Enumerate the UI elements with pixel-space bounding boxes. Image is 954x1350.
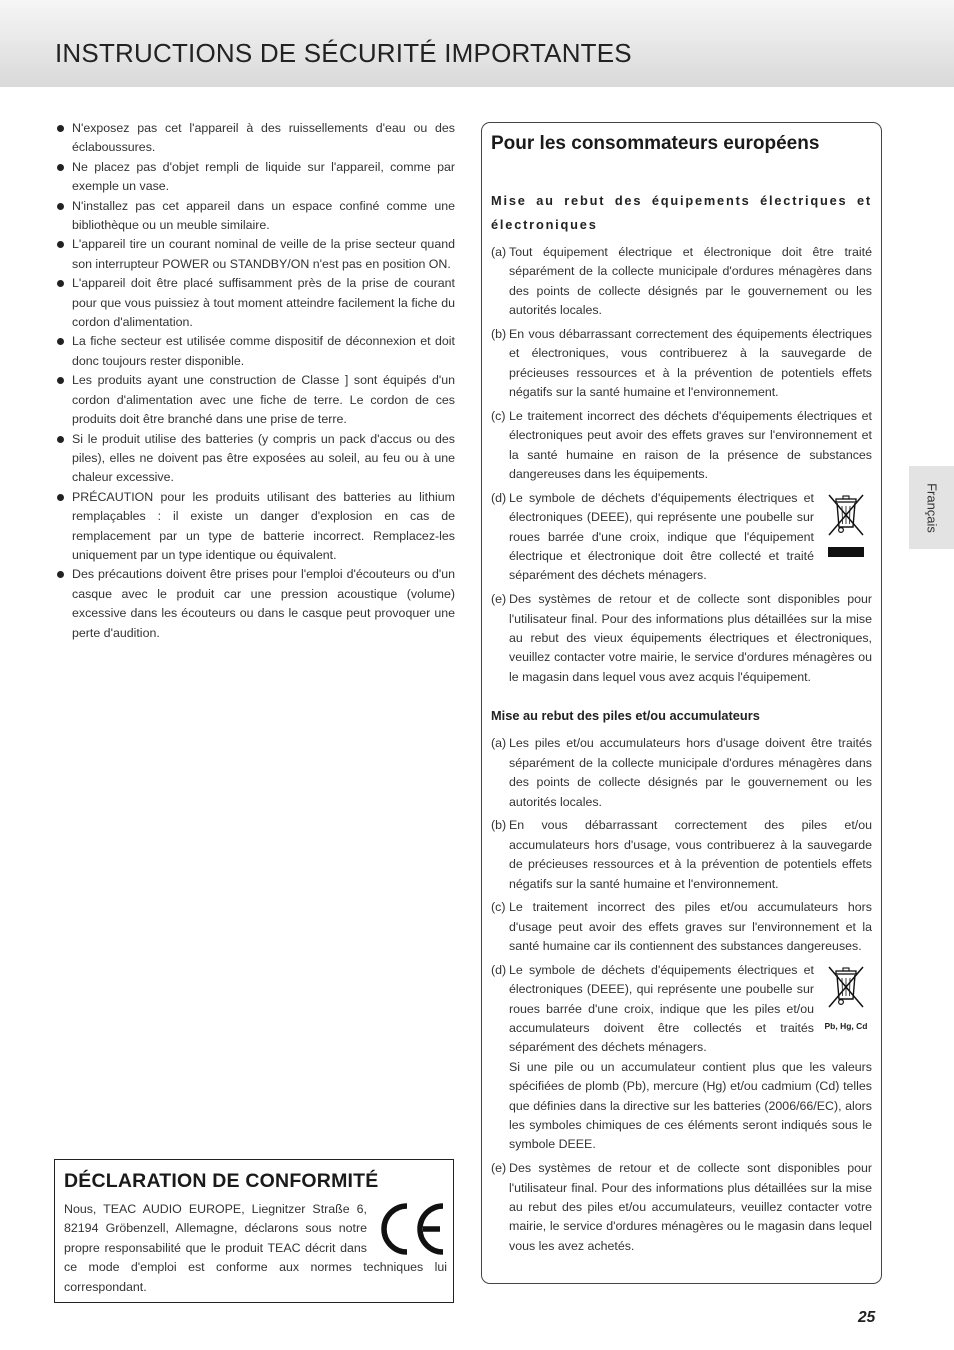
list-item: N'exposez pas cet l'appareil à des ruissellements d'eau ou des éclaboussures. <box>55 119 455 158</box>
bullet-icon <box>57 494 64 501</box>
list-item: Les produits ayant une construction de Classe ] sont équipés d'un cordon d'alimentation avec une fiche de terre. Le cordon de ces produits doit être branché dans une prise de terre. <box>55 371 455 429</box>
language-tab <box>909 466 954 549</box>
list-item: (c) Le traitement incorrect des déchets d'équipements électriques et électroniques peut avoir des effets graves sur l'environnement et la santé humaine en raison de la présence de substances dangereuses dans les équipements. <box>491 408 872 482</box>
list-item: (a) Tout équipement électrique et électronique doit être traité séparément de la collecte municipale d'ordures ménagères dans des points de collecte désignés par le gouvernement ou les autorités locales. <box>491 245 872 318</box>
conformity-text: Nous, TEAC AUDIO EUROPE, Liegnitzer Straße 6, 82194 Gröbenzell, Allemagne, déclarons sous notre propre responsabilité que le produit TEAC décrit dans ce mode d'emploi est conforme aux normes techniques lui correspondant. <box>64 1202 447 1294</box>
list-item: Des précautions doivent être prises pour l'emploi d'écouteurs ou d'un casque avec le produit car une pression acoustique (volume) excessive dans les écouteurs ou dans le casque peut provoquer une perte d'audition. <box>55 565 455 643</box>
list-item: Ne placez pas d'objet rempli de liquide sur l'appareil, comme par exemple un vase. <box>55 158 455 197</box>
list-item: (c) Le traitement incorrect des piles et/ou accumulateurs hors d'usage peut avoir des effets graves sur l'environnement et la santé humaine car ils contiennent des substances dangereuses. <box>491 900 872 954</box>
bullet-icon <box>57 125 64 132</box>
weee-heading: Mise au rebut des équipements électriques et électroniques <box>491 193 872 232</box>
declaration-of-conformity <box>54 1159 454 1303</box>
battery-bin-symbol <box>820 965 872 1037</box>
european-consumers-box <box>481 122 882 1284</box>
list-item: (b) En vous débarrassant correctement des équipements électriques et électroniques, vous contribuerez à la sauvegarde de précieuses ressources et à la prévention de potentiels effets négatifs sur la santé humaine et l'environnement. <box>491 326 872 400</box>
eu-section-title: Pour les consommateurs européens <box>491 133 820 154</box>
page-number: 25 <box>858 1309 876 1326</box>
crossed-bin-icon <box>826 493 866 537</box>
black-bar-icon <box>828 547 864 557</box>
crossed-bin-icon <box>826 965 866 1009</box>
list-item: (a) Les piles et/ou accumulateurs hors d'usage doivent être traités séparément de la collecte municipale d'ordures ménagères dans des points de collecte désignés par le gouvernement ou les autorités locales. <box>491 736 872 809</box>
bullet-icon <box>57 280 64 287</box>
bullet-icon <box>57 164 64 171</box>
list-item: (e) Des systèmes de retour et de collecte sont disponibles pour l'utilisateur final. Pour des informations plus détaillées sur la mise au rebut des piles et/ou accumulateurs, veuillez contacter votre mairie, le service d'ordures ménagères ou le magasin dans lequel vous les avez achetés. <box>491 1161 872 1253</box>
bullet-icon <box>57 241 64 248</box>
chemical-symbols-caption: Pb, Hg, Cd <box>824 1021 868 1032</box>
list-item: PRÉCAUTION pour les produits utilisant des batteries au lithium remplaçables : il existe un danger d'explosion en cas de remplacement par un type de batterie incorrect. Remplacez-les uniquement par un type identique ou équivalent. <box>55 488 455 566</box>
weee-list <box>491 243 872 687</box>
bullet-icon <box>57 571 64 578</box>
bullet-icon <box>57 338 64 345</box>
ce-mark-icon <box>377 1200 447 1258</box>
weee-bin-symbol <box>820 493 872 557</box>
battery-extra-note: Si une pile ou un accumulateur contient plus que les valeurs spécifiées de plomb (Pb), mercure (Hg) et/ou cadmium (Cd) telles que définies dans la directive sur les batteries (2006/66/EC), alors les symboles chimiques de ces éléments seront indiqués sous le symbole DEEE. <box>509 1059 872 1152</box>
batteries-list <box>491 734 872 1256</box>
conformity-title: DÉCLARATION DE CONFORMITÉ <box>64 1170 379 1192</box>
safety-instructions-list <box>55 119 455 643</box>
list-item: La fiche secteur est utilisée comme dispositif de déconnexion et doit donc toujours rester disponible. <box>55 332 455 371</box>
list-item: L'appareil tire un courant nominal de veille de la prise secteur quand son interrupteur POWER ou STANDBY/ON n'est pas en position ON. <box>55 235 455 274</box>
list-item: (d) Pb, Hg, Cd Le symbole de déchets d'équipements électriques et électroniques (DEEE), qui représente une poubelle sur roues barrée d'une croix, indique que les piles et/ou accumulateurs doivent être collectés et traités séparément des déchets ménagers. Si une pile ou un accumulateur contient plus que les valeurs spécifiées de plomb (Pb), mercure (Hg) et/ou cadmium (Cd) telles que définies dans la directive sur les batteries (2006/66/EC), alors les symboles chimiques de ces éléments seront indiqués sous le symbole DEEE. <box>491 961 872 1155</box>
page-title: INSTRUCTIONS DE SÉCURITÉ IMPORTANTES <box>55 38 632 68</box>
list-item: N'installez pas cet appareil dans un espace confiné comme une bibliothèque ou un meuble similaire. <box>55 197 455 236</box>
bullet-icon <box>57 377 64 384</box>
page-header <box>0 0 954 87</box>
list-item: L'appareil doit être placé suffisamment près de la prise de courant pour que vous puissiez à tout moment atteindre facilement la fiche du cordon d'alimentation. <box>55 274 455 332</box>
list-item: (d) Le symbole de déchets d'équipements électriques et électroniques (DEEE), qui représente une poubelle sur roues barrée d'une croix, indique que l'équipement électrique et électronique doit être collecté et traité séparément des déchets ménagers. <box>491 489 872 586</box>
batteries-heading: Mise au rebut des piles et/ou accumulateurs <box>491 708 760 724</box>
bullet-icon <box>57 203 64 210</box>
language-tab-label: Français <box>924 482 939 533</box>
list-item: (e) Des systèmes de retour et de collecte sont disponibles pour l'utilisateur final. Pour des informations plus détaillées sur la mise au rebut des vieux équipements électriques et électroniques, veuillez contacter votre mairie, le service d'ordures ménagères ou le magasin dans lequel vous avez acquis l'équipement. <box>491 592 872 684</box>
bullet-icon <box>57 436 64 443</box>
list-item: (b) En vous débarrassant correctement des piles et/ou accumulateurs hors d'usage, vous contribuerez à la sauvegarde de précieuses ressources et à la prévention de potentiels effets négatifs sur la santé humaine et l'environnement. <box>491 818 872 891</box>
list-item: Si le produit utilise des batteries (y compris un pack d'accus ou des piles), elles ne doivent pas être exposées au soleil, au feu ou à une chaleur excessive. <box>55 430 455 488</box>
